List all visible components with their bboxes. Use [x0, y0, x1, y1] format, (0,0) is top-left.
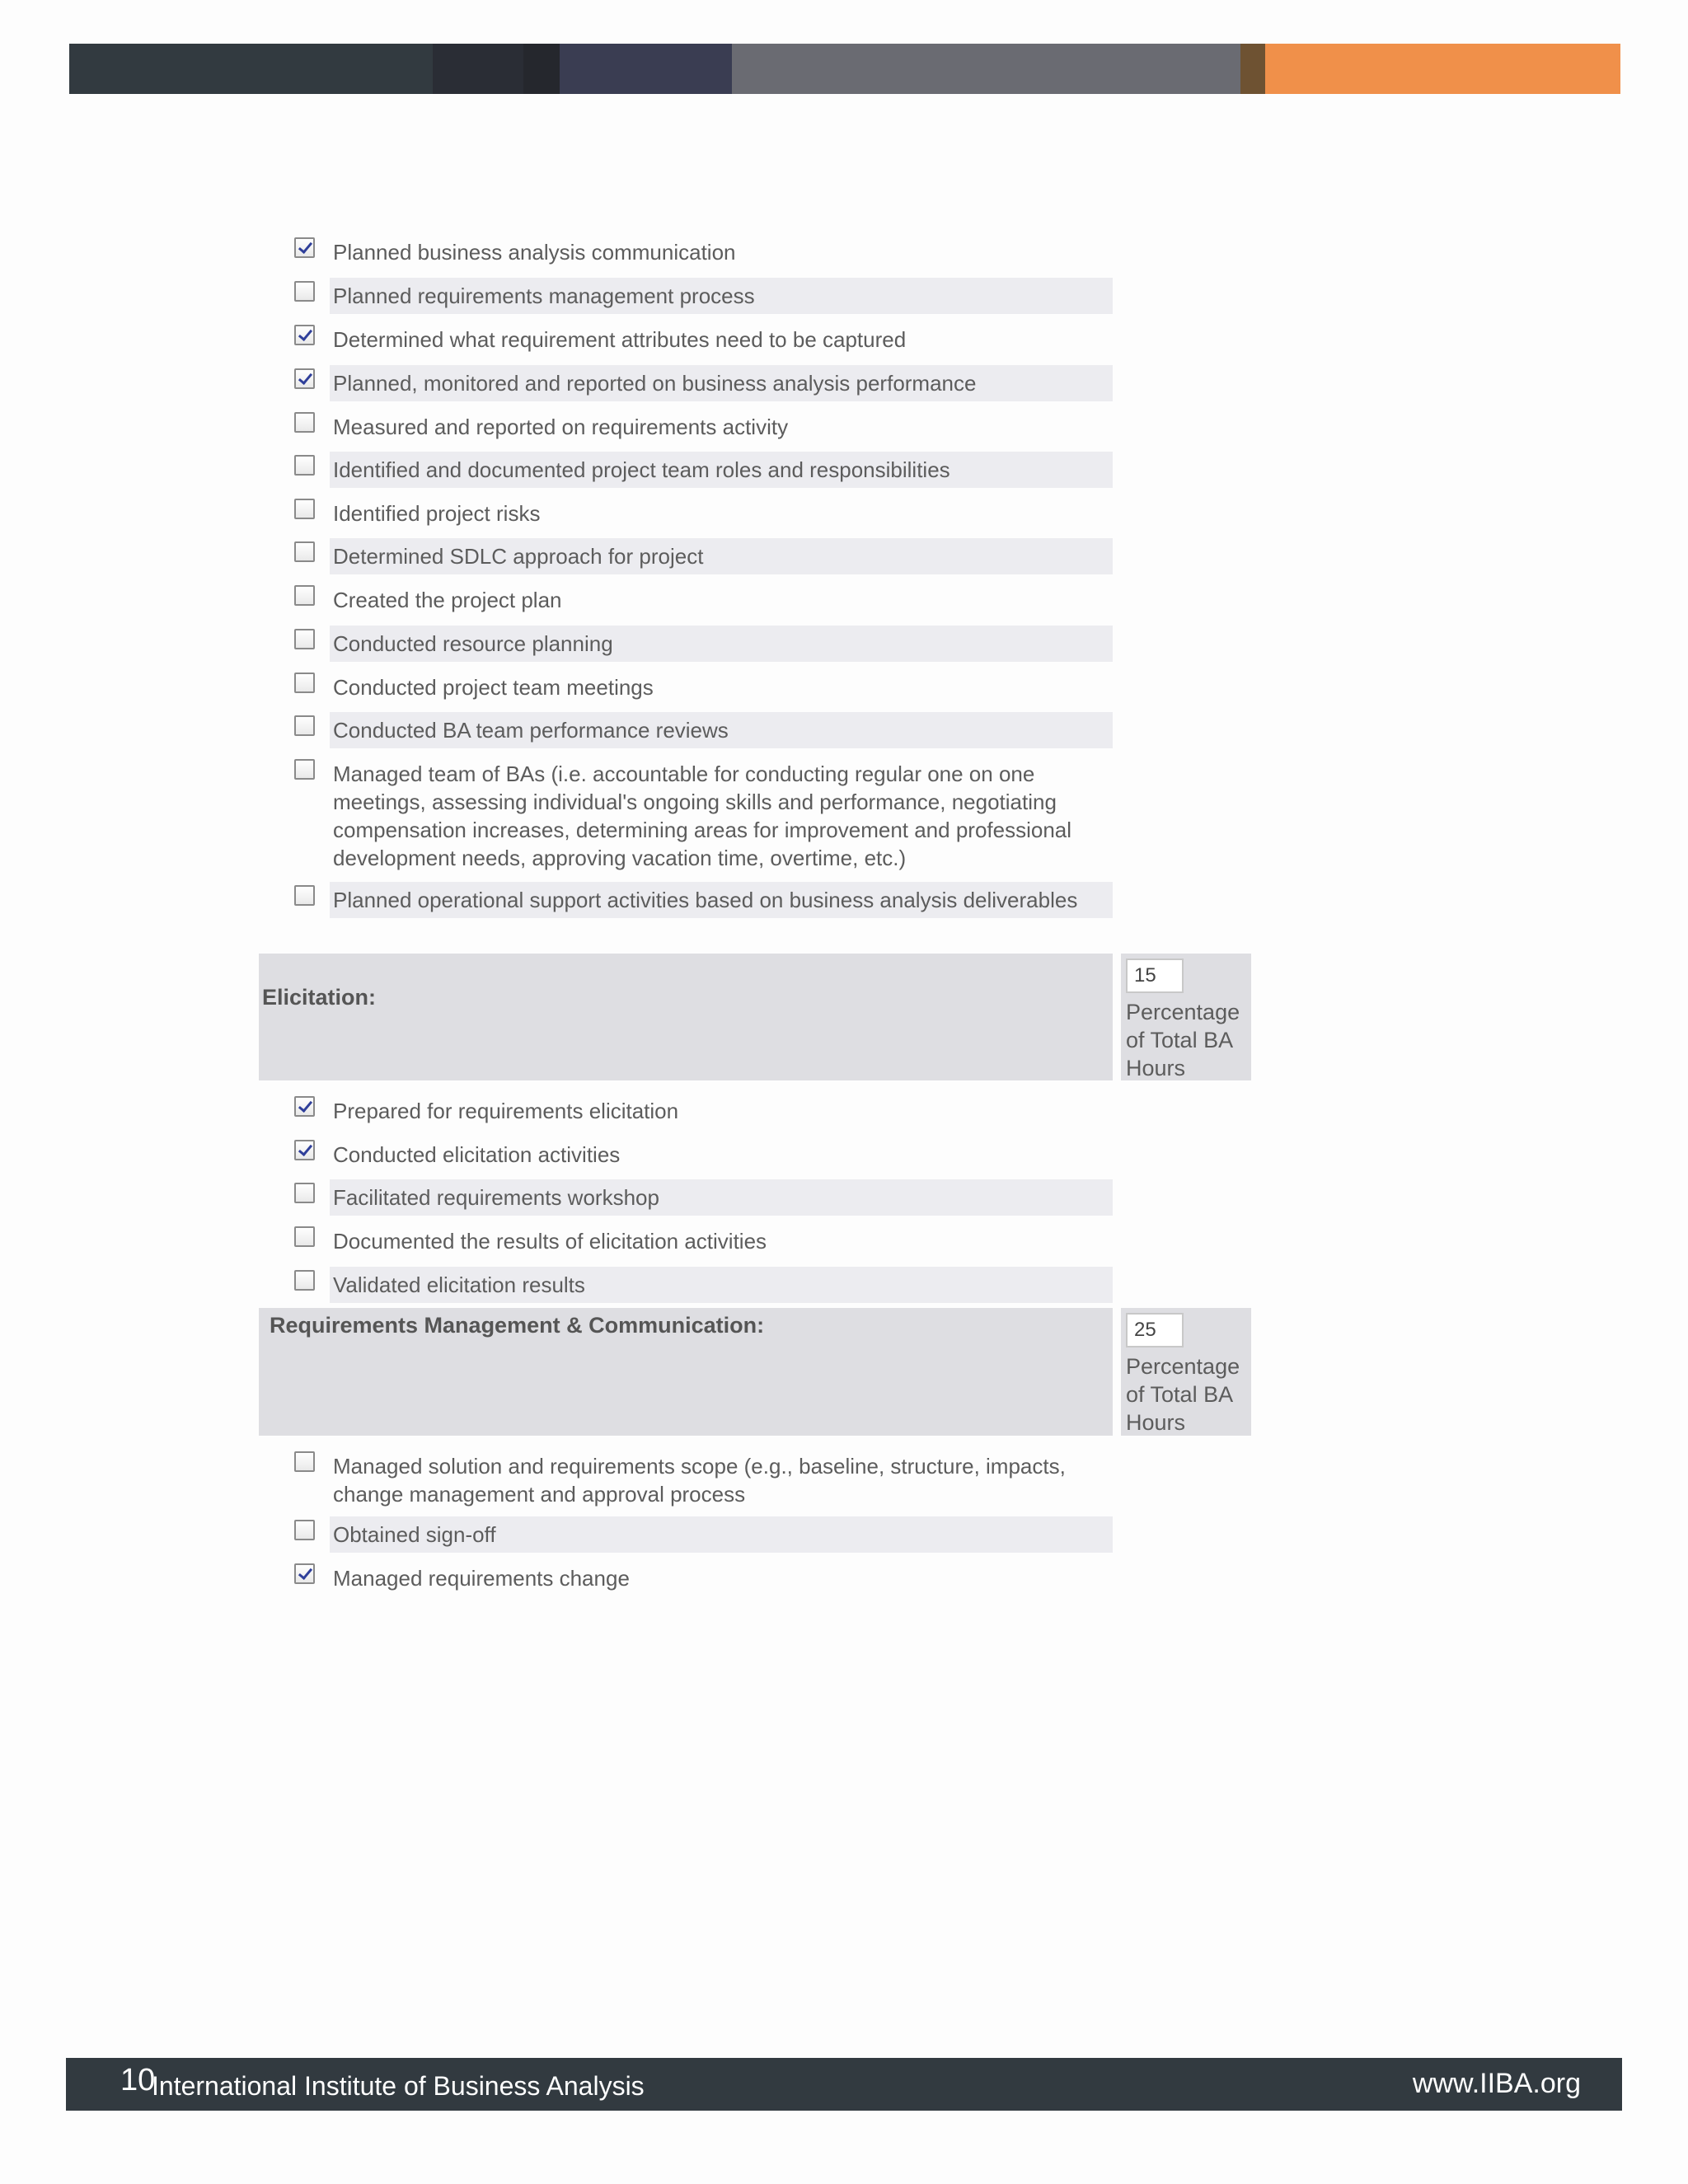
item-checkbox[interactable] [294, 1226, 315, 1247]
website-link[interactable]: www.IIBA.org [1412, 2068, 1581, 2099]
item-checkbox[interactable] [294, 325, 315, 345]
item-label: Conducted resource planning [330, 626, 1113, 662]
item-checkbox[interactable] [294, 1563, 315, 1584]
item-checkbox[interactable] [294, 237, 315, 258]
page-footer [66, 2058, 1622, 2111]
header-bar-segment [433, 44, 523, 94]
header-bar-segment [523, 44, 560, 94]
header-bar-segment [560, 44, 732, 94]
item-label: Managed requirements change [333, 1566, 630, 1591]
item-checkbox[interactable] [294, 759, 315, 780]
section-title: Requirements Management & Communication: [270, 1313, 765, 1338]
item-label: Documented the results of elicitation activities [333, 1229, 767, 1254]
item-label: Validated elicitation results [330, 1267, 1113, 1303]
item-label: Measured and reported on requirements activity [333, 415, 789, 439]
item-checkbox[interactable] [294, 412, 315, 433]
item-label: Conducted BA team performance reviews [330, 712, 1113, 748]
header-color-bar [69, 44, 1620, 94]
item-label: Identified and documented project team roles and responsibilities [330, 452, 1113, 488]
percentage-label: Percentage of Total BA Hours [1126, 1000, 1240, 1080]
item-label: Managed solution and requirements scope (e.g., baseline, structure, impacts, change management and approval process [333, 1454, 1066, 1507]
item-checkbox[interactable] [294, 541, 315, 562]
percentage-label: Percentage of Total BA Hours [1126, 1354, 1240, 1435]
header-bar-segment [69, 44, 433, 94]
header-bar-segment [1240, 44, 1265, 94]
item-label: Facilitated requirements workshop [330, 1179, 1113, 1216]
item-label: Identified project risks [333, 501, 541, 526]
item-checkbox[interactable] [294, 629, 315, 649]
item-label: Obtained sign-off [330, 1516, 1113, 1553]
section-title: Elicitation: [262, 985, 377, 1010]
header-bar-segment [1265, 44, 1620, 94]
item-checkbox[interactable] [294, 1096, 315, 1117]
item-checkbox[interactable] [294, 455, 315, 476]
organization-name: International Institute of Business Analysis [152, 2071, 645, 2101]
percentage-box [1121, 1308, 1251, 1436]
item-checkbox[interactable] [294, 281, 315, 302]
item-label: Determined SDLC approach for project [330, 538, 1113, 574]
item-label: Conducted project team meetings [333, 675, 654, 700]
page-number: 10 [120, 2063, 156, 2097]
percentage-input[interactable]: 15 [1126, 958, 1184, 993]
item-checkbox[interactable] [294, 715, 315, 736]
item-label: Planned, monitored and reported on business analysis performance [330, 365, 1113, 401]
item-checkbox[interactable] [294, 1520, 315, 1540]
item-label: Planned operational support activities based on business analysis deliverables [330, 882, 1113, 918]
item-checkbox[interactable] [294, 1183, 315, 1203]
item-label: Conducted elicitation activities [333, 1142, 621, 1167]
header-bar-segment [732, 44, 1240, 94]
item-checkbox[interactable] [294, 673, 315, 693]
item-checkbox[interactable] [294, 1270, 315, 1291]
item-checkbox[interactable] [294, 368, 315, 389]
item-label: Prepared for requirements elicitation [333, 1099, 679, 1123]
percentage-box [1121, 954, 1251, 1080]
item-checkbox[interactable] [294, 1451, 315, 1472]
item-label: Created the project plan [333, 588, 562, 612]
item-label: Managed team of BAs (i.e. accountable for conducting regular one on one meetings, assessing individual's ongoing skills and performance, negotiating compensation increases, determining areas for improvement and professional development needs, approving vacation time, overtime, etc.) [333, 762, 1072, 870]
item-label: Determined what requirement attributes need to be captured [333, 327, 907, 352]
section-header-elicitation [259, 954, 1113, 1080]
percentage-input[interactable]: 25 [1126, 1313, 1184, 1347]
item-label: Planned business analysis communication [333, 240, 736, 265]
item-checkbox[interactable] [294, 585, 315, 606]
section-header-requirements-management [259, 1308, 1113, 1436]
item-checkbox[interactable] [294, 885, 315, 906]
item-label: Planned requirements management process [330, 278, 1113, 314]
item-checkbox[interactable] [294, 499, 315, 519]
item-checkbox[interactable] [294, 1140, 315, 1160]
